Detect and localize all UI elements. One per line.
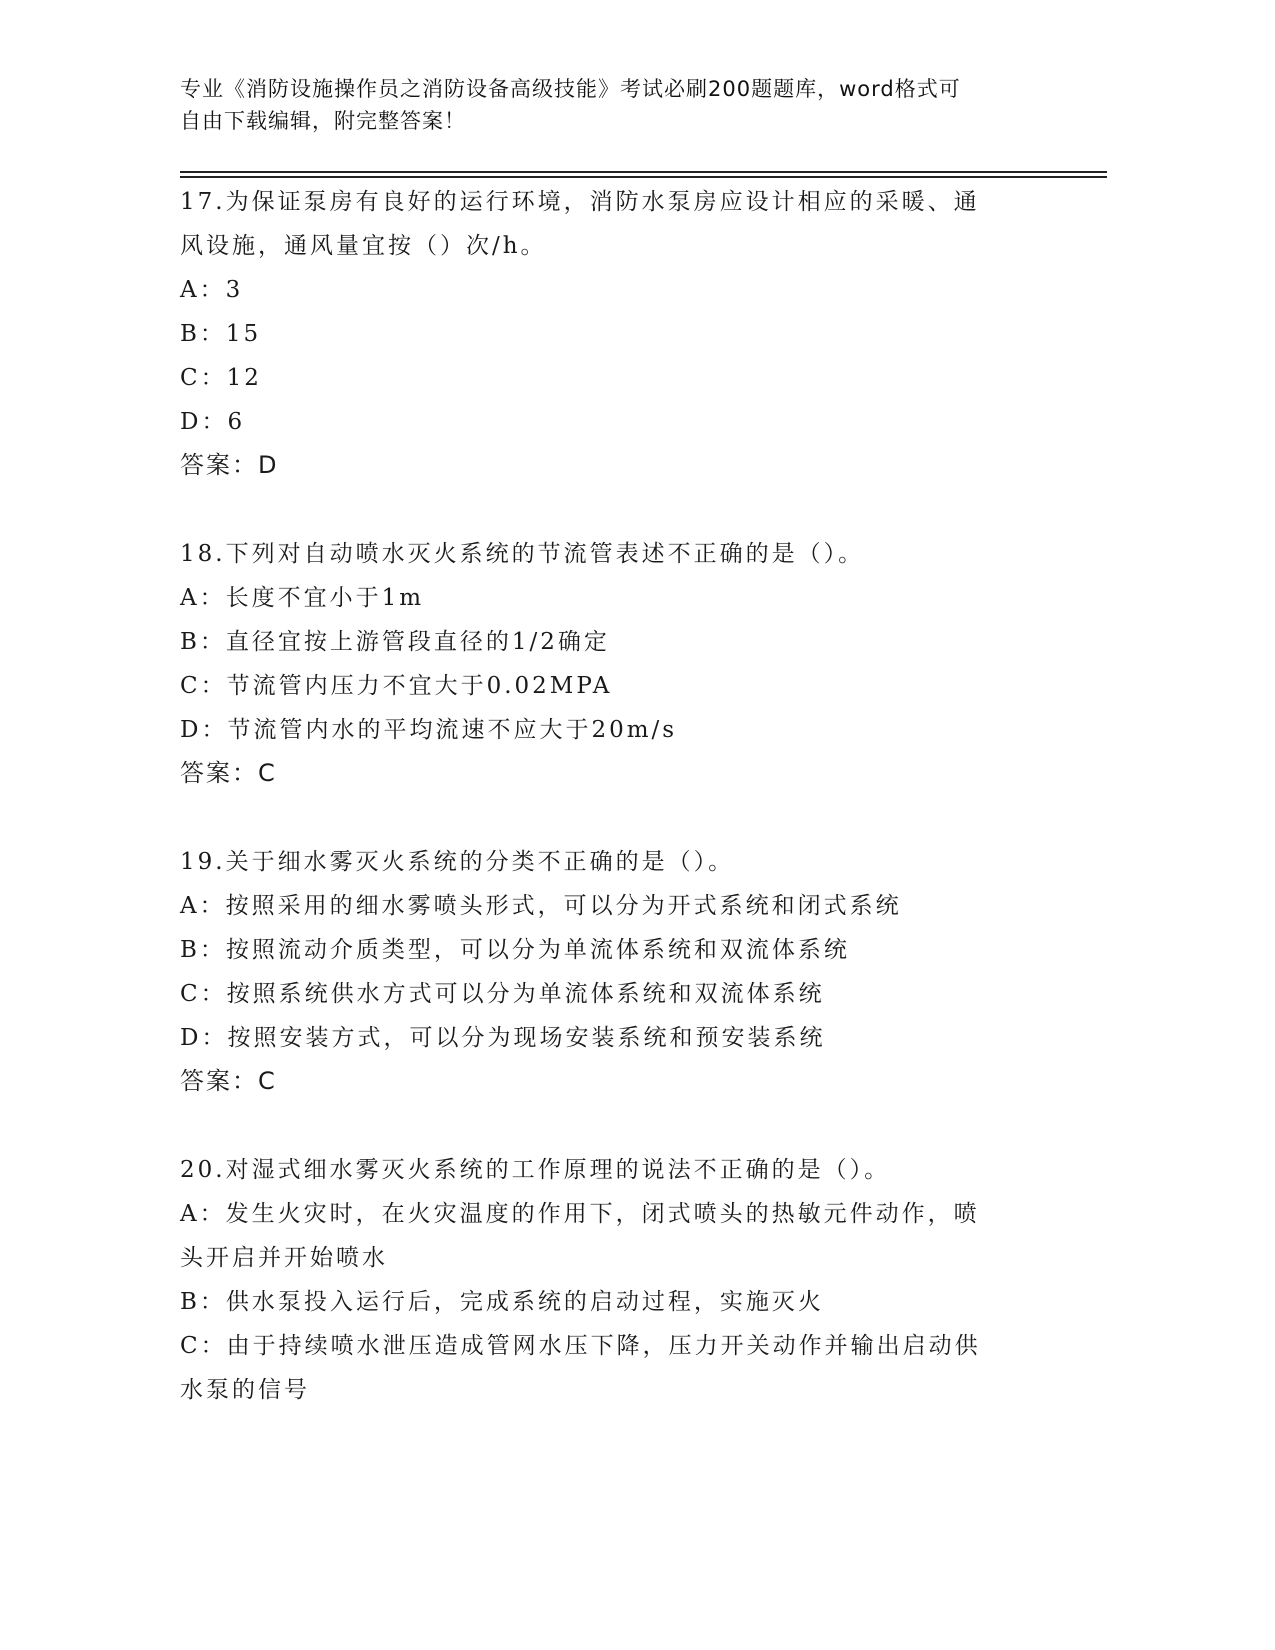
answer-option-continued: 头开启并开始喷水 (180, 1245, 388, 1271)
question-text: 18.下列对自动喷水灭火系统的节流管表述不正确的是（）。 (180, 541, 865, 567)
header-line-2: 自由下载编辑，附完整答案！ (180, 109, 466, 133)
answer-option: D：节流管内水的平均流速不应大于20m/s (180, 717, 678, 743)
answer-line (180, 444, 1060, 486)
header-divider-top (180, 171, 1107, 173)
answer-option: A：按照采用的细水雾喷头形式，可以分为开式系统和闭式系统 (180, 893, 902, 919)
question-list (180, 180, 1060, 1458)
answer-option: B：15 (180, 321, 262, 347)
answer-value: C (258, 1067, 276, 1095)
answer-line (180, 1060, 1060, 1102)
answer-option: D：6 (180, 409, 246, 435)
document-header (180, 73, 1040, 137)
answer-line (180, 752, 1060, 794)
answer-option: B：直径宜按上游管段直径的1/2确定 (180, 629, 610, 655)
answer-option: B：按照流动介质类型，可以分为单流体系统和双流体系统 (180, 937, 850, 963)
question-3 (180, 840, 1060, 1102)
answer-option: A：3 (180, 277, 244, 303)
answer-option: C：12 (180, 365, 262, 391)
question-text: 19.关于细水雾灭火系统的分类不正确的是（）。 (180, 849, 735, 875)
header-line-1: 专业《消防设施操作员之消防设备高级技能》考试必刷200题题库，word格式可 (180, 77, 961, 101)
answer-value: C (258, 759, 276, 787)
answer-option-continued: 水泵的信号 (180, 1377, 310, 1403)
question-2 (180, 532, 1060, 794)
answer-option: A：发生火灾时，在火灾温度的作用下，闭式喷头的热敏元件动作，喷 (180, 1201, 980, 1227)
header-divider-bottom (180, 176, 1107, 178)
answer-option: C：节流管内压力不宜大于0.02MPA (180, 673, 613, 699)
answer-option: C：由于持续喷水泄压造成管网水压下降，压力开关动作并输出启动供 (180, 1333, 981, 1359)
question-text: 20.对湿式细水雾灭火系统的工作原理的说法不正确的是（）。 (180, 1157, 891, 1183)
answer-label: 答案： (180, 451, 258, 479)
answer-label: 答案： (180, 1067, 258, 1095)
question-text-continued: 风设施，通风量宜按（）次/h。 (180, 233, 547, 259)
question-1 (180, 180, 1060, 486)
answer-label: 答案： (180, 759, 258, 787)
question-text: 17.为保证泵房有良好的运行环境，消防水泵房应设计相应的采暖、通 (180, 189, 980, 215)
answer-value: D (258, 451, 278, 479)
answer-option: B：供水泵投入运行后，完成系统的启动过程，实施灭火 (180, 1289, 824, 1315)
answer-option: A：长度不宜小于1m (180, 585, 425, 611)
question-4 (180, 1148, 1060, 1412)
answer-option: C：按照系统供水方式可以分为单流体系统和双流体系统 (180, 981, 825, 1007)
answer-option: D：按照安装方式，可以分为现场安装系统和预安装系统 (180, 1025, 826, 1051)
